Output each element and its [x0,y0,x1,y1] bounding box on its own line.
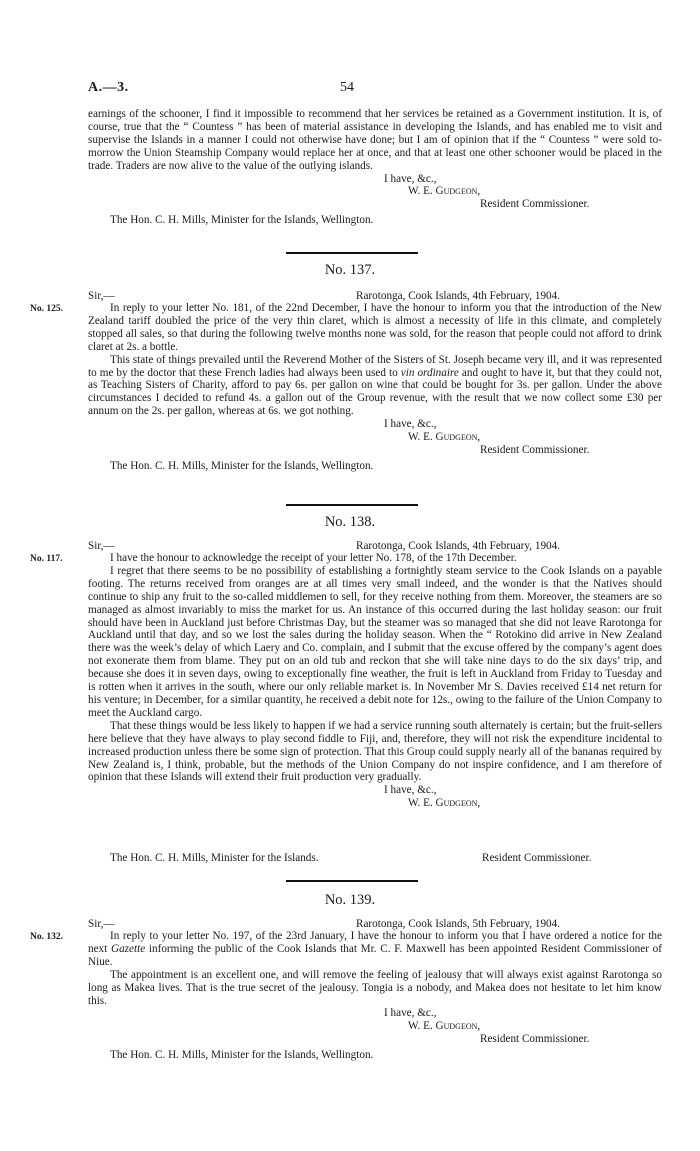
salutation: Sir,— [88,540,115,552]
paragraph: That these things would be less likely to happen if we had a service running south alternately is certain; but the fruit-sellers here believe that they have always to play second fiddle to Fiji, and, therefore, they will not risk the expenditure incidental to increased production unless there be some sign of protection. That this Group could supply nearly all of the bananas required by New Zealand is, I think, probable, but the methods of the Union Company do not inspire confidence, and I am therefore of opinion that these Islands will extend their fruit production very gradually. [88,719,662,784]
letter-number: No. 139. [324,892,376,908]
salutation-line [88,540,662,552]
letter-body [88,552,662,810]
place-date: Rarotonga, Cook Islands, 5th February, 1904. [356,918,561,930]
paragraph: This state of things prevailed until the Reverend Mother of the Sisters of St. Joseph became very ill, and it was represented to me by the doctor that these French ladies had always been used to vin ordinaire and ought to have it, but that they could not, as Teaching Sisters of Charity, afford to pay 6s. per gallon on wine that could be bought for 3s. per gallon. Under the above circumstances I decided to refund 4s. a gallon out of the Group revenue, with the result that we now collect some £30 per annum on the 2s. per gallon, whereas at 6s. we got nothing. [88,353,662,418]
signatory-title: Resident Commissioner. [480,443,590,456]
signatory-title: Resident Commissioner. [480,1033,590,1046]
closing: I have, &c., [384,172,437,185]
section-divider [286,880,418,882]
signature: W. E. Gudgeon, [408,1020,481,1033]
place-date: Rarotonga, Cook Islands, 4th February, 1904. [356,290,561,302]
page-number: 54 [340,80,354,95]
signatory-title: Resident Commissioner. [480,198,590,211]
signatory-title: Resident Commissioner. [482,852,592,864]
margin-reference: No. 117. [30,554,63,564]
closing: I have, &c., [384,1007,437,1020]
margin-reference: No. 132. [30,932,63,942]
signature: W. E. Gudgeon, [408,431,481,444]
salutation-line [88,918,662,930]
margin-reference: No. 125. [30,304,63,314]
letter-number: No. 137. [324,262,376,278]
closing: I have, &c., [384,784,437,797]
continued-letter [88,108,662,227]
addressee: The Hon. C. H. Mills, Minister for the Islands, Wellington. [110,214,374,227]
signature: W. E. Gudgeon, [408,185,481,198]
signature: W. E. Gudgeon, [408,797,481,810]
letter-body [88,930,662,1062]
section-divider [286,504,418,506]
paragraph: I have the honour to acknowledge the receipt of your letter No. 178, of the 17th December. [110,552,517,564]
addressee: The Hon. C. H. Mills, Minister for the Islands, Wellington. [110,459,374,472]
salutation: Sir,— [88,918,115,930]
section-divider [286,252,418,254]
addressee: The Hon. C. H. Mills, Minister for the Islands. [110,852,319,864]
paragraph: In reply to your letter No. 181, of the 22nd December, I have the honour to inform you that the introduction of the New Zealand tariff doubled the price of the very thin claret, which is almost a necessity of life in this climate, and completely stopped all sales, so that during the following twelve months none was sold, for the reason that people could not afford to drink claret at 2s. a bottle. [88,302,662,353]
paragraph: In reply to your letter No. 197, of the 23rd January, I have the honour to inform you that I have ordered a notice for the next Gazette informing the public of the Cook Islands that Mr. C. F. Maxwell has been appointed Resident Commissioner of Niue. [88,930,662,968]
closing: I have, &c., [384,418,437,431]
series-label: A.—3. [88,80,129,95]
continued-paragraph: earnings of the schooner, I find it impossible to recommend that her services be retained as a Government institution. It is, of course, true that the “ Countess ” has been of material assistance in developing the Islands, and has enabled me to visit and supervise the Islands in a manner I could not otherwise have done; but I am of opinion that if the “ Countess ” were sold to-morrow the Union Steamship Company would replace her at once, and that at least one other schooner would be placed in the trade. Traders are now alive to the value of the outlying islands. [88,108,662,172]
addressee-row [110,852,592,864]
paragraph: The appointment is an excellent one, and will remove the feeling of jealousy that will always exist against Rarotonga so long as Makea lives. That is the true secret of the jealousy. Tongia is a nobody, and Makea does not hesitate to let him know this. [88,968,662,1007]
salutation-line [88,290,662,302]
paragraph: I regret that there seems to be no possibility of establishing a fortnightly steam service to the Cook Islands on a payable footing. The returns received from oranges are at all times very small indeed, and the wonder is that the Natives should continue to ship any fruit to the so-called middlemen to sell, for they receive nothing from them. Moreover, the steamers are so managed as almost invariably to miss the market for us. An instance of this occurred during the last holiday season: our fruit should have been in Auckland just before Christmas Day, but the steamer was so managed that she did not leave Rarotonga for Auckland until that day, and so we lost the sales during the holiday season. When the “ Rotokino did arrive in New Zealand there was the week’s delay of which Laery and Co. complain, and I submit that the excuse offered by the company’s agent does not exonerate them from blame. They put on an old tub and reckon that she will take nine days to do the six days’ trip, and because she does it in seven days, owing to exceptionally fine weather, the fruit is left in Auckland from Friday to Tuesday and is rotten when it arrives in the south, where our only reliable market is. In November Mr S. Davies received £14 net return for his venture; in December, for a similar quantity, he received a debit note for 12s., owing to the failure of the Union Company to meet the Auckland cargo. [88,564,662,719]
place-date: Rarotonga, Cook Islands, 4th February, 1904. [356,540,561,552]
letter-number: No. 138. [324,514,376,530]
letter-body [88,302,662,473]
addressee: The Hon. C. H. Mills, Minister for the Islands, Wellington. [110,1049,374,1062]
salutation: Sir,— [88,290,115,302]
